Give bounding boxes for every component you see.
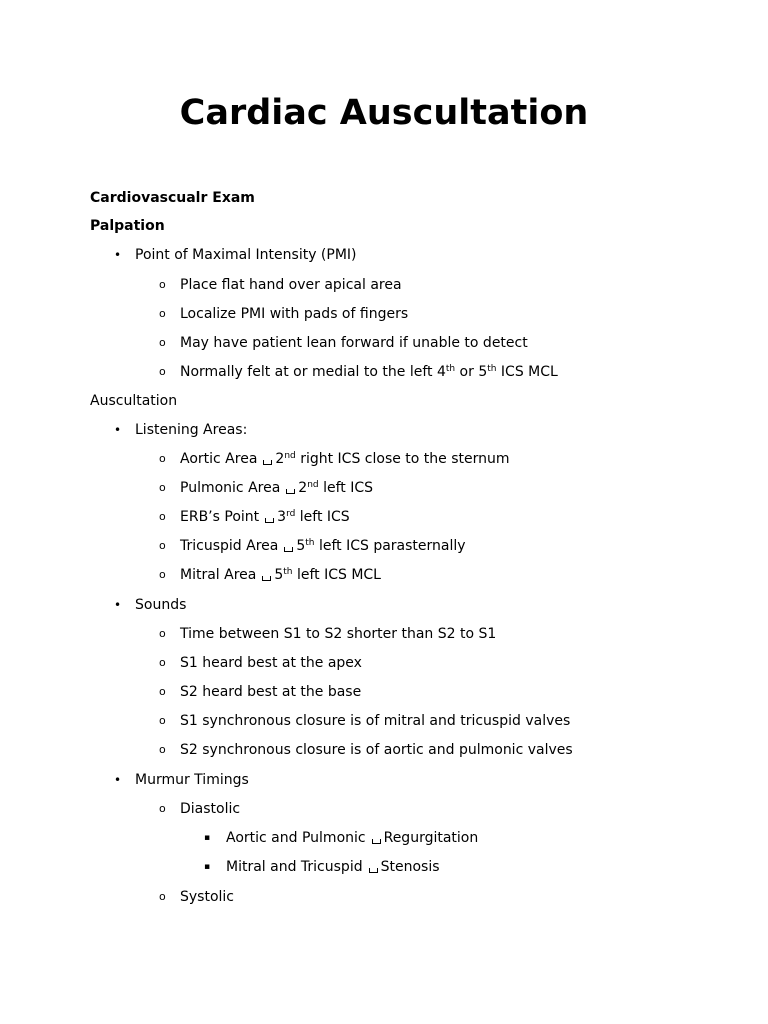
equals-symbol-icon bbox=[263, 460, 272, 465]
circle-bullet-icon: o bbox=[159, 568, 166, 581]
list-item: Mitral Area 5th left ICS MCL bbox=[180, 567, 381, 583]
section-heading: Cardiovascualr Exam bbox=[90, 190, 255, 206]
palpation-heading: Palpation bbox=[90, 218, 165, 234]
bullet-icon: • bbox=[114, 598, 122, 612]
equals-symbol-icon bbox=[286, 489, 295, 494]
circle-bullet-icon: o bbox=[159, 685, 166, 698]
circle-bullet-icon: o bbox=[159, 890, 166, 903]
circle-bullet-icon: o bbox=[159, 365, 166, 378]
circle-bullet-icon: o bbox=[159, 481, 166, 494]
circle-bullet-icon: o bbox=[159, 452, 166, 465]
list-item: Point of Maximal Intensity (PMI) bbox=[135, 247, 357, 263]
auscultation-heading: Auscultation bbox=[90, 393, 178, 409]
circle-bullet-icon: o bbox=[159, 510, 166, 523]
circle-bullet-icon: o bbox=[159, 743, 166, 756]
bullet-icon: • bbox=[114, 248, 122, 262]
circle-bullet-icon: o bbox=[159, 627, 166, 640]
list-item: S1 heard best at the apex bbox=[180, 655, 362, 671]
equals-symbol-icon bbox=[284, 547, 293, 552]
list-item: Aortic and Pulmonic Regurgitation bbox=[226, 830, 479, 846]
square-bullet-icon: ▪ bbox=[204, 862, 211, 872]
equals-symbol-icon bbox=[369, 868, 378, 873]
list-item: Systolic bbox=[180, 889, 234, 905]
equals-symbol-icon bbox=[265, 518, 274, 523]
circle-bullet-icon: o bbox=[159, 307, 166, 320]
bullet-icon: • bbox=[114, 773, 122, 787]
list-item: May have patient lean forward if unable to detect bbox=[180, 335, 528, 351]
list-item: Localize PMI with pads of fingers bbox=[180, 306, 409, 322]
list-item: ERB’s Point 3rd left ICS bbox=[180, 509, 350, 525]
equals-symbol-icon bbox=[372, 839, 381, 844]
circle-bullet-icon: o bbox=[159, 714, 166, 727]
list-item: Normally felt at or medial to the left 4th or 5th ICS MCL bbox=[180, 364, 558, 380]
circle-bullet-icon: o bbox=[159, 539, 166, 552]
circle-bullet-icon: o bbox=[159, 336, 166, 349]
list-item: Aortic Area 2nd right ICS close to the sternum bbox=[180, 451, 510, 467]
circle-bullet-icon: o bbox=[159, 802, 166, 815]
circle-bullet-icon: o bbox=[159, 656, 166, 669]
equals-symbol-icon bbox=[262, 576, 271, 581]
circle-bullet-icon: o bbox=[159, 278, 166, 291]
list-item: Murmur Timings bbox=[135, 772, 249, 788]
list-item: Time between S1 to S2 shorter than S2 to S1 bbox=[180, 626, 497, 642]
list-item: Pulmonic Area 2nd left ICS bbox=[180, 480, 374, 496]
list-item: S2 synchronous closure is of aortic and pulmonic valves bbox=[180, 742, 573, 758]
list-item: Place flat hand over apical area bbox=[180, 277, 402, 293]
list-item: Mitral and Tricuspid Stenosis bbox=[226, 859, 440, 875]
page-title: Cardiac Auscultation bbox=[179, 93, 589, 133]
list-item: Sounds bbox=[135, 597, 187, 613]
bullet-icon: • bbox=[114, 423, 122, 437]
list-item: Tricuspid Area 5th left ICS parasternally bbox=[180, 538, 466, 554]
list-item: S2 heard best at the base bbox=[180, 684, 362, 700]
list-item: Listening Areas: bbox=[135, 422, 248, 438]
list-item: S1 synchronous closure is of mitral and tricuspid valves bbox=[180, 713, 571, 729]
list-item: Diastolic bbox=[180, 801, 241, 817]
square-bullet-icon: ▪ bbox=[204, 833, 211, 843]
